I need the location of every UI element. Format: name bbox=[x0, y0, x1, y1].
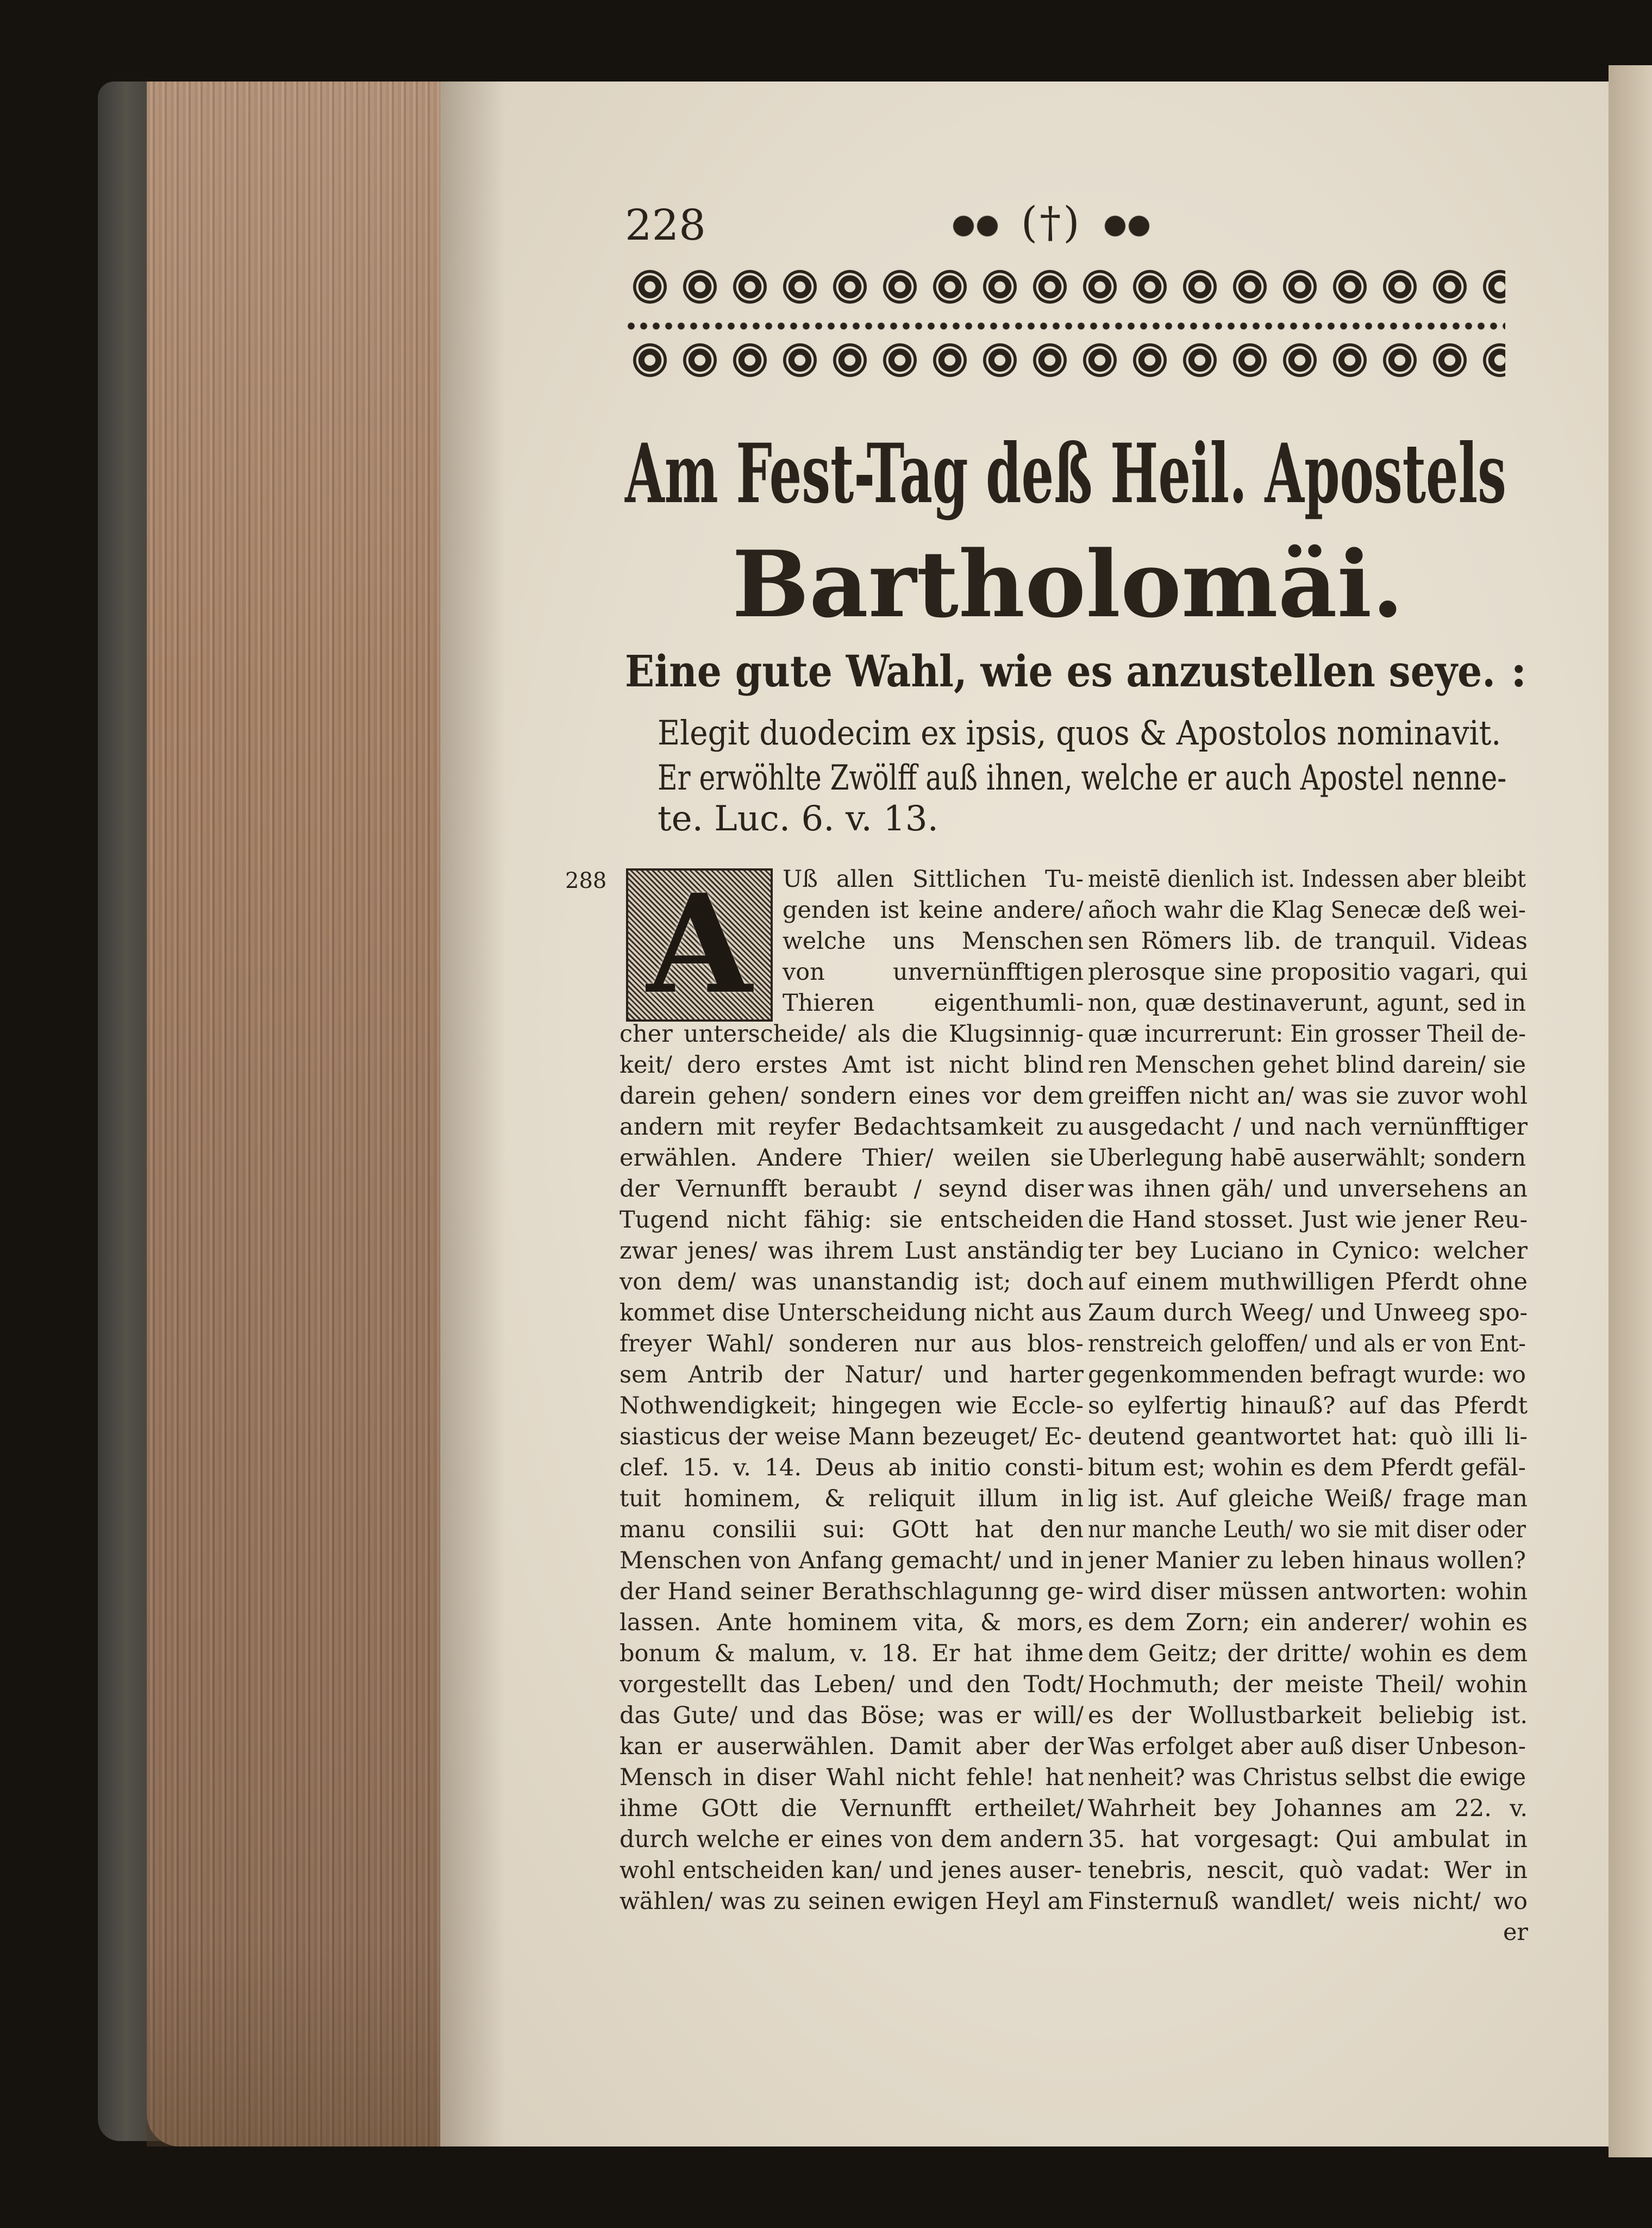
text-line-text: Wahrheit bey Johannes am 22. v. bbox=[1088, 1795, 1528, 1822]
text-line bbox=[620, 1762, 1084, 1793]
text-line bbox=[620, 1514, 1084, 1545]
text-line bbox=[1088, 1360, 1528, 1391]
text-line-text: Menschen von Anfang gemacht/ und in bbox=[620, 1547, 1084, 1574]
text-line bbox=[1088, 957, 1528, 988]
text-line bbox=[620, 1731, 1084, 1762]
text-line bbox=[1088, 1050, 1528, 1081]
text-line-text: der Vernunfft beraubt / seynd diser bbox=[620, 1175, 1084, 1203]
text-line bbox=[620, 1019, 1084, 1050]
text-line-text: meistē dienlich ist. Indessen aber bleibt bbox=[1088, 866, 1526, 893]
text-line-text: añoch wahr die Klag Senecæ deß wei- bbox=[1088, 897, 1526, 924]
text-line-text: es dem Zorn; ein anderer/ wohin es bbox=[1088, 1609, 1528, 1636]
text-line-text: so eylfertig hinauß? auf das Pferdt bbox=[1088, 1392, 1528, 1419]
book-fore-edge bbox=[147, 82, 451, 2146]
text-line bbox=[620, 1050, 1084, 1081]
text-line bbox=[620, 1143, 1084, 1174]
text-line bbox=[620, 1298, 1084, 1329]
text-line bbox=[620, 1422, 1084, 1453]
text-line-text: renstreich geloffen/ und als er von Ent- bbox=[1088, 1330, 1526, 1357]
text-line-text: Hochmuth; der meiste Theil/ wohin bbox=[1088, 1671, 1528, 1698]
text-line-text: von dem/ was unanstandig ist; doch bbox=[620, 1268, 1084, 1296]
chapter-title-line1 bbox=[625, 424, 1511, 524]
text-line bbox=[783, 926, 1084, 957]
text-line bbox=[1088, 1329, 1528, 1360]
text-line bbox=[620, 1638, 1084, 1669]
text-line bbox=[620, 1205, 1084, 1236]
decorative-band bbox=[625, 264, 1505, 389]
text-line bbox=[620, 1329, 1084, 1360]
text-line-text: kan er auserwählen. Damit aber der bbox=[620, 1733, 1084, 1760]
text-line-text: auf einem muthwilligen Pferdt ohne bbox=[1088, 1268, 1528, 1296]
leaf-ornament-icon bbox=[1097, 210, 1157, 242]
text-line-text: non, quæ destinaverunt, agunt, sed in bbox=[1088, 990, 1526, 1017]
text-line-text: Nothwendigkeit; hingegen wie Eccle- bbox=[620, 1392, 1084, 1419]
verse-latin-text: Elegit duodecim ex ipsis, quos & Apostolos nominavit. bbox=[658, 713, 1501, 753]
text-line-text: Mensch in diser Wahl nicht fehle! hat bbox=[620, 1764, 1084, 1791]
text-line-text: cher unterscheide/ als die Klugsinnig- bbox=[620, 1021, 1084, 1048]
text-line-text: das Gute/ und das Böse; was er will/ bbox=[620, 1702, 1084, 1729]
facing-page-edge bbox=[1609, 65, 1652, 2157]
text-line-text: siasticus der weise Mann bezeuget/ Ec- bbox=[620, 1423, 1082, 1450]
text-line-text: wohl entscheiden kan/ und jenes auser- bbox=[620, 1857, 1082, 1884]
chapter-title-line1-text: Am Fest-Tag deß Heil. Apostels bbox=[625, 426, 1506, 522]
chapter-title-line2 bbox=[625, 530, 1511, 639]
text-line bbox=[620, 1855, 1084, 1886]
text-line-text: dem Geitz; der dritte/ wohin es dem bbox=[1088, 1640, 1528, 1667]
text-line-text: der Hand seiner Berathschlagunng ge- bbox=[620, 1578, 1084, 1605]
text-line-text: nur manche Leuth/ wo sie mit diser oder bbox=[1088, 1516, 1526, 1543]
text-line-text: deutend geantwortet hat: quò illi li- bbox=[1088, 1423, 1528, 1450]
text-line bbox=[1088, 1638, 1528, 1669]
text-line bbox=[620, 1886, 1084, 1917]
text-line-text: nenheit? was Christus selbst die ewige bbox=[1088, 1764, 1526, 1791]
text-line bbox=[1088, 1669, 1528, 1700]
text-line-text: wird diser müssen antworten: wohin bbox=[1088, 1578, 1528, 1605]
text-line-text: bitum est; wohin es dem Pferdt gefäl- bbox=[1088, 1454, 1526, 1481]
text-line-text: Tugend nicht fähig: sie entscheiden bbox=[620, 1206, 1084, 1234]
page-number: 228 bbox=[625, 201, 706, 250]
text-line-text: ihme GOtt die Vernunfft ertheilet/ bbox=[620, 1795, 1084, 1822]
text-line bbox=[1088, 1391, 1528, 1422]
text-line-text: plerosque sine propositio vagari, qui bbox=[1088, 959, 1528, 986]
text-line bbox=[620, 1453, 1084, 1484]
text-line bbox=[1088, 926, 1528, 957]
text-line-text: welche uns Menschen bbox=[783, 928, 1084, 955]
text-line bbox=[620, 1545, 1084, 1576]
text-line bbox=[620, 1700, 1084, 1731]
text-line-text: keit/ dero erstes Amt ist nicht blind bbox=[620, 1052, 1084, 1079]
text-line-text: tuit hominem, & reliquit illum in bbox=[620, 1485, 1084, 1512]
text-line-text: jener Manier zu leben hinaus wollen? bbox=[1088, 1547, 1526, 1574]
text-line bbox=[1088, 1019, 1528, 1050]
dot-row-ornament bbox=[625, 315, 1505, 337]
text-line-text: bonum & malum, v. 18. Er hat ihme bbox=[620, 1640, 1084, 1667]
verse-german-line1-text: Er erwöhlte Zwölff auß ihnen, welche er auch Apostel nenne- bbox=[658, 758, 1507, 798]
text-line-text: erwählen. Andere Thier/ weilen sie bbox=[620, 1144, 1084, 1172]
text-line bbox=[1088, 1081, 1528, 1112]
text-line bbox=[1088, 1298, 1528, 1329]
text-line bbox=[1088, 1731, 1528, 1762]
text-line-text: tenebris, nescit, quò vadat: Wer in bbox=[1088, 1857, 1528, 1884]
text-line bbox=[1088, 1824, 1528, 1855]
chapter-subtitle-text: Eine gute Wahl, wie es anzustellen seye. bbox=[625, 646, 1495, 697]
text-line-text: wählen/ was zu seinen ewigen Heyl am bbox=[620, 1888, 1084, 1915]
text-line bbox=[620, 1081, 1084, 1112]
cross-ornament: (†) bbox=[1021, 198, 1082, 247]
text-line bbox=[1088, 988, 1528, 1019]
chapter-subtitle bbox=[625, 644, 1500, 698]
text-line bbox=[1088, 1267, 1528, 1298]
verse-latin bbox=[658, 712, 1505, 754]
text-line bbox=[1088, 1422, 1528, 1453]
text-line-text: lassen. Ante hominem vita, & mors, bbox=[620, 1609, 1084, 1636]
text-line-text: gegenkommenden befragt wurde: wo bbox=[1088, 1361, 1526, 1388]
text-line bbox=[620, 1484, 1084, 1514]
text-line-text: quæ incurrerunt: Ein grosser Theil de- bbox=[1088, 1021, 1526, 1048]
text-line-text: Was erfolget aber auß diser Unbeson- bbox=[1088, 1733, 1526, 1760]
text-line bbox=[1088, 1886, 1528, 1917]
text-line-text: clef. 15. v. 14. Deus ab initio consti- bbox=[620, 1454, 1084, 1481]
verse-german-line2-text: te. Luc. 6. v. 13. bbox=[658, 799, 938, 839]
text-line bbox=[620, 1793, 1084, 1824]
text-line bbox=[620, 1669, 1084, 1700]
text-line bbox=[1088, 1514, 1528, 1545]
text-line-text: zwar jenes/ was ihrem Lust anständig bbox=[620, 1237, 1084, 1265]
verse-german-line1 bbox=[658, 758, 1511, 798]
text-line-text: genden ist keine andere/ bbox=[783, 897, 1084, 924]
text-line bbox=[783, 988, 1084, 1019]
text-line bbox=[1088, 1762, 1528, 1793]
subtitle-mark: : bbox=[1511, 646, 1527, 697]
text-line bbox=[1088, 895, 1528, 926]
text-line bbox=[783, 957, 1084, 988]
text-line bbox=[783, 864, 1084, 895]
left-column bbox=[620, 864, 1084, 1917]
text-line bbox=[620, 1236, 1084, 1267]
text-line bbox=[1088, 1236, 1528, 1267]
text-line bbox=[620, 1607, 1084, 1638]
text-line-text: 35. hat vorgesagt: Qui ambulat in bbox=[1088, 1826, 1528, 1853]
text-line bbox=[1088, 1484, 1528, 1514]
text-line-text: freyer Wahl/ sonderen nur aus blos- bbox=[620, 1330, 1084, 1357]
text-line-text: Thieren eigenthumli- bbox=[783, 990, 1084, 1017]
chapter-title-line2-text: Bartholomäi. bbox=[732, 530, 1404, 638]
text-line bbox=[1088, 1793, 1528, 1824]
flower-row-ornament bbox=[625, 264, 1505, 315]
text-line bbox=[1088, 864, 1528, 895]
text-line bbox=[620, 1112, 1084, 1143]
text-line bbox=[1088, 1143, 1528, 1174]
text-line bbox=[783, 895, 1084, 926]
text-line bbox=[1088, 1174, 1528, 1205]
text-line bbox=[1088, 1112, 1528, 1143]
text-line-text: manu consilii sui: GOtt hat den bbox=[620, 1516, 1084, 1543]
text-line-text: sen Römers lib. de tranquil. Videas bbox=[1088, 928, 1528, 955]
leaf-ornament-icon bbox=[946, 210, 1005, 242]
margin-note: 288 bbox=[565, 868, 607, 893]
text-line-text: Zaum durch Weeg/ und Unweeg spo- bbox=[1088, 1299, 1528, 1326]
text-line-text: ausgedacht / und nach vernünfftiger bbox=[1088, 1113, 1528, 1141]
text-line-text: durch welche er eines von dem andern bbox=[620, 1826, 1084, 1853]
text-line-text: Uß allen Sittlichen Tu- bbox=[783, 866, 1084, 893]
text-line bbox=[620, 1824, 1084, 1855]
text-line-text: es der Wollustbarkeit beliebig ist. bbox=[1088, 1702, 1528, 1729]
text-line bbox=[620, 1576, 1084, 1607]
right-column bbox=[1088, 864, 1528, 1948]
text-line-text: lig ist. Auf gleiche Weiß/ frage man bbox=[1088, 1485, 1528, 1512]
text-line bbox=[620, 1174, 1084, 1205]
text-line-text: Finsternuß wandlet/ weis nicht/ wo bbox=[1088, 1888, 1528, 1915]
text-line-text: was ihnen gäh/ und unversehens an bbox=[1088, 1175, 1528, 1203]
text-line bbox=[1088, 1453, 1528, 1484]
text-line-text: sem Antrib der Natur/ und harter bbox=[620, 1361, 1084, 1388]
text-line-text: ren Menschen gehet blind darein/ sie bbox=[1088, 1052, 1526, 1079]
verse-german-line2 bbox=[658, 799, 1201, 839]
decorated-initial: A bbox=[626, 868, 773, 1022]
header-ornament bbox=[946, 198, 1157, 247]
text-line-text: greiffen nicht an/ was sie zuvor wohl bbox=[1088, 1082, 1528, 1110]
text-line-text: Uberlegung habē auserwählt; sondern bbox=[1088, 1144, 1526, 1172]
text-line bbox=[1088, 1700, 1528, 1731]
text-line-text: darein gehen/ sondern eines vor dem bbox=[620, 1082, 1084, 1110]
text-line bbox=[620, 1391, 1084, 1422]
text-line-text: ter bey Luciano in Cynico: welcher bbox=[1088, 1237, 1528, 1265]
text-line bbox=[620, 1267, 1084, 1298]
text-line bbox=[1088, 1607, 1528, 1638]
text-line-text: kommet dise Unterscheidung nicht aus bbox=[620, 1299, 1082, 1326]
flower-row-ornament bbox=[625, 337, 1505, 389]
catchword: er bbox=[1503, 1919, 1528, 1946]
text-line bbox=[1088, 1576, 1528, 1607]
text-line bbox=[1088, 1545, 1528, 1576]
text-line-text: andern mit reyfer Bedachtsamkeit zu bbox=[620, 1113, 1084, 1141]
text-line bbox=[1088, 1855, 1528, 1886]
text-line-text: vorgestellt das Leben/ und den Todt/ bbox=[620, 1671, 1084, 1698]
text-line-text: die Hand stosset. Just wie jener Reu- bbox=[1088, 1206, 1528, 1234]
text-line-text: von unvernünfftigen bbox=[783, 959, 1084, 986]
text-line bbox=[620, 1360, 1084, 1391]
text-line bbox=[1088, 1205, 1528, 1236]
